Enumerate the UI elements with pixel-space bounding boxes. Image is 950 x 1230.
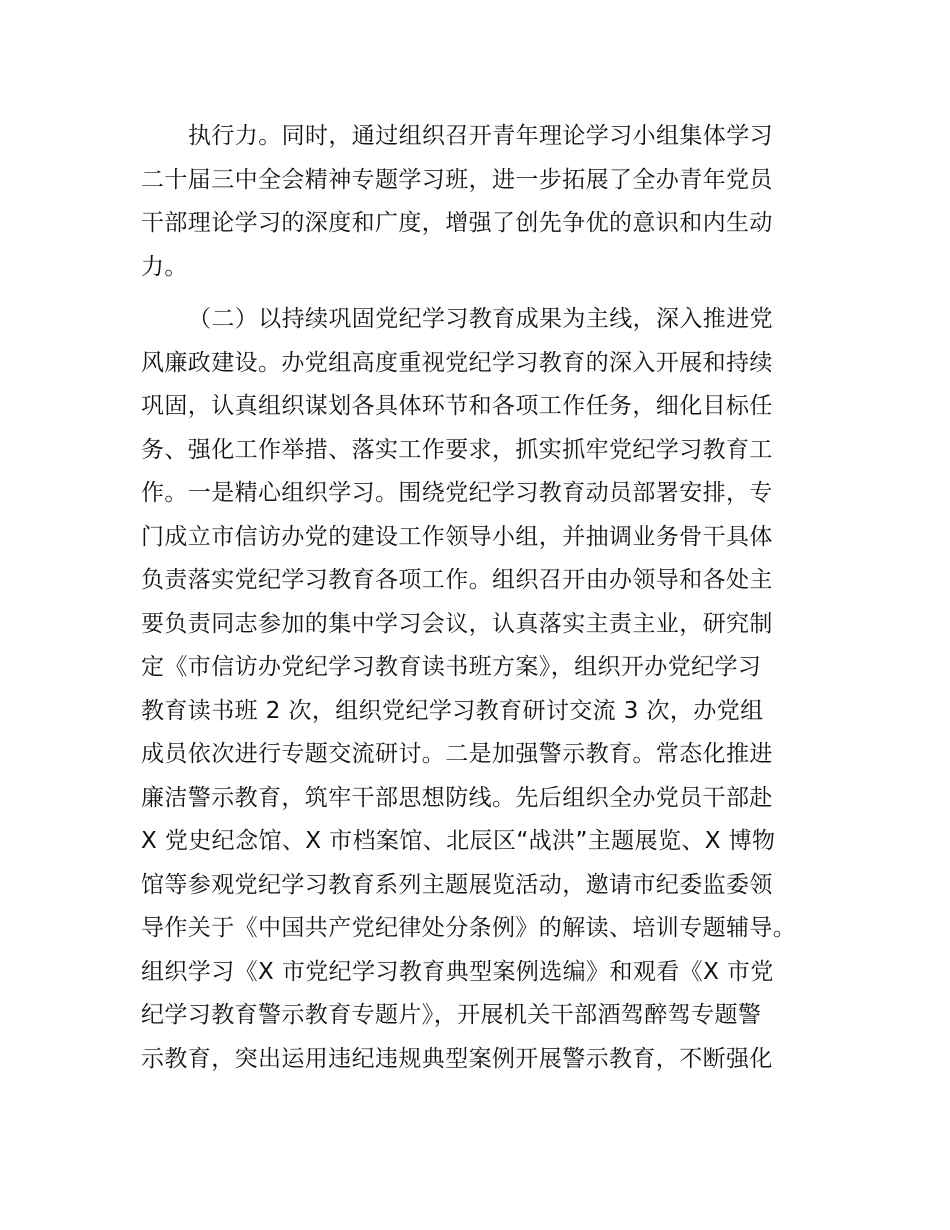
text-line: 负责落实党纪学习教育各项工作。组织召开由办领导和各处主 bbox=[141, 567, 773, 593]
text-line: 定《市信访办党纪学习教育读书班方案》，组织开办党纪学习 bbox=[141, 654, 762, 680]
text-line: 力。 bbox=[141, 253, 188, 280]
text-line: 教育读书班 2 次，组织党纪学习教育研讨交流 3 次，办党组 bbox=[141, 697, 764, 724]
text-line: 导作关于《中国共产党纪律处分条例》的解读、培训专题辅导。 bbox=[141, 915, 797, 941]
text-line: 要负责同志参加的集中学习会议，认真落实主责主业，研究制 bbox=[141, 610, 773, 637]
text-line: 执行力。同时，通过组织召开青年理论学习小组集体学习 bbox=[188, 123, 773, 149]
text-line: 组织学习《X 市党纪学习教育典型案例选编》和观看《X 市党 bbox=[141, 958, 774, 985]
text-line: 成员依次进行专题交流研讨。二是加强警示教育。常态化推进 bbox=[141, 741, 773, 767]
text-line: 巩固，认真组织谋划各具体环节和各项工作任务，细化目标任 bbox=[141, 393, 773, 419]
text-line: 廉洁警示教育，筑牢干部思想防线。先后组织全办党员干部赴 bbox=[141, 784, 773, 811]
text-line: 门成立市信访办党的建设工作领导小组，并抽调业务骨干具体 bbox=[141, 523, 773, 550]
paragraph-1 bbox=[141, 115, 841, 289]
paragraph-2 bbox=[141, 298, 841, 1081]
text-line: 风廉政建设。办党组高度重视党纪学习教育的深入开展和持续 bbox=[141, 349, 773, 376]
section-heading-line: （二）以持续巩固党纪学习教育成果为主线，深入推进党 bbox=[188, 306, 773, 332]
text-line: 二十届三中全会精神专题学习班，进一步拓展了全办青年党员 bbox=[141, 166, 773, 193]
text-line: 作。一是精心组织学习。围绕党纪学习教育动员部署安排，专 bbox=[141, 480, 773, 506]
text-line: 示教育，突出运用违纪违规典型案例开展警示教育，不断强化 bbox=[141, 1045, 773, 1072]
text-line: 干部理论学习的深度和广度，增强了创先争优的意识和内生动 bbox=[141, 210, 773, 236]
text-line: 纪学习教育警示教育专题片》，开展机关干部酒驾醉驾专题警 bbox=[141, 1002, 762, 1028]
text-line: 务、强化工作举措、落实工作要求，抓实抓牢党纪学习教育工 bbox=[141, 436, 773, 463]
text-line: X 党史纪念馆、X 市档案馆、北辰区“战洪”主题展览、X 博物 bbox=[141, 828, 776, 854]
text-line: 馆等参观党纪学习教育系列主题展览活动，邀请市纪委监委领 bbox=[141, 871, 773, 898]
